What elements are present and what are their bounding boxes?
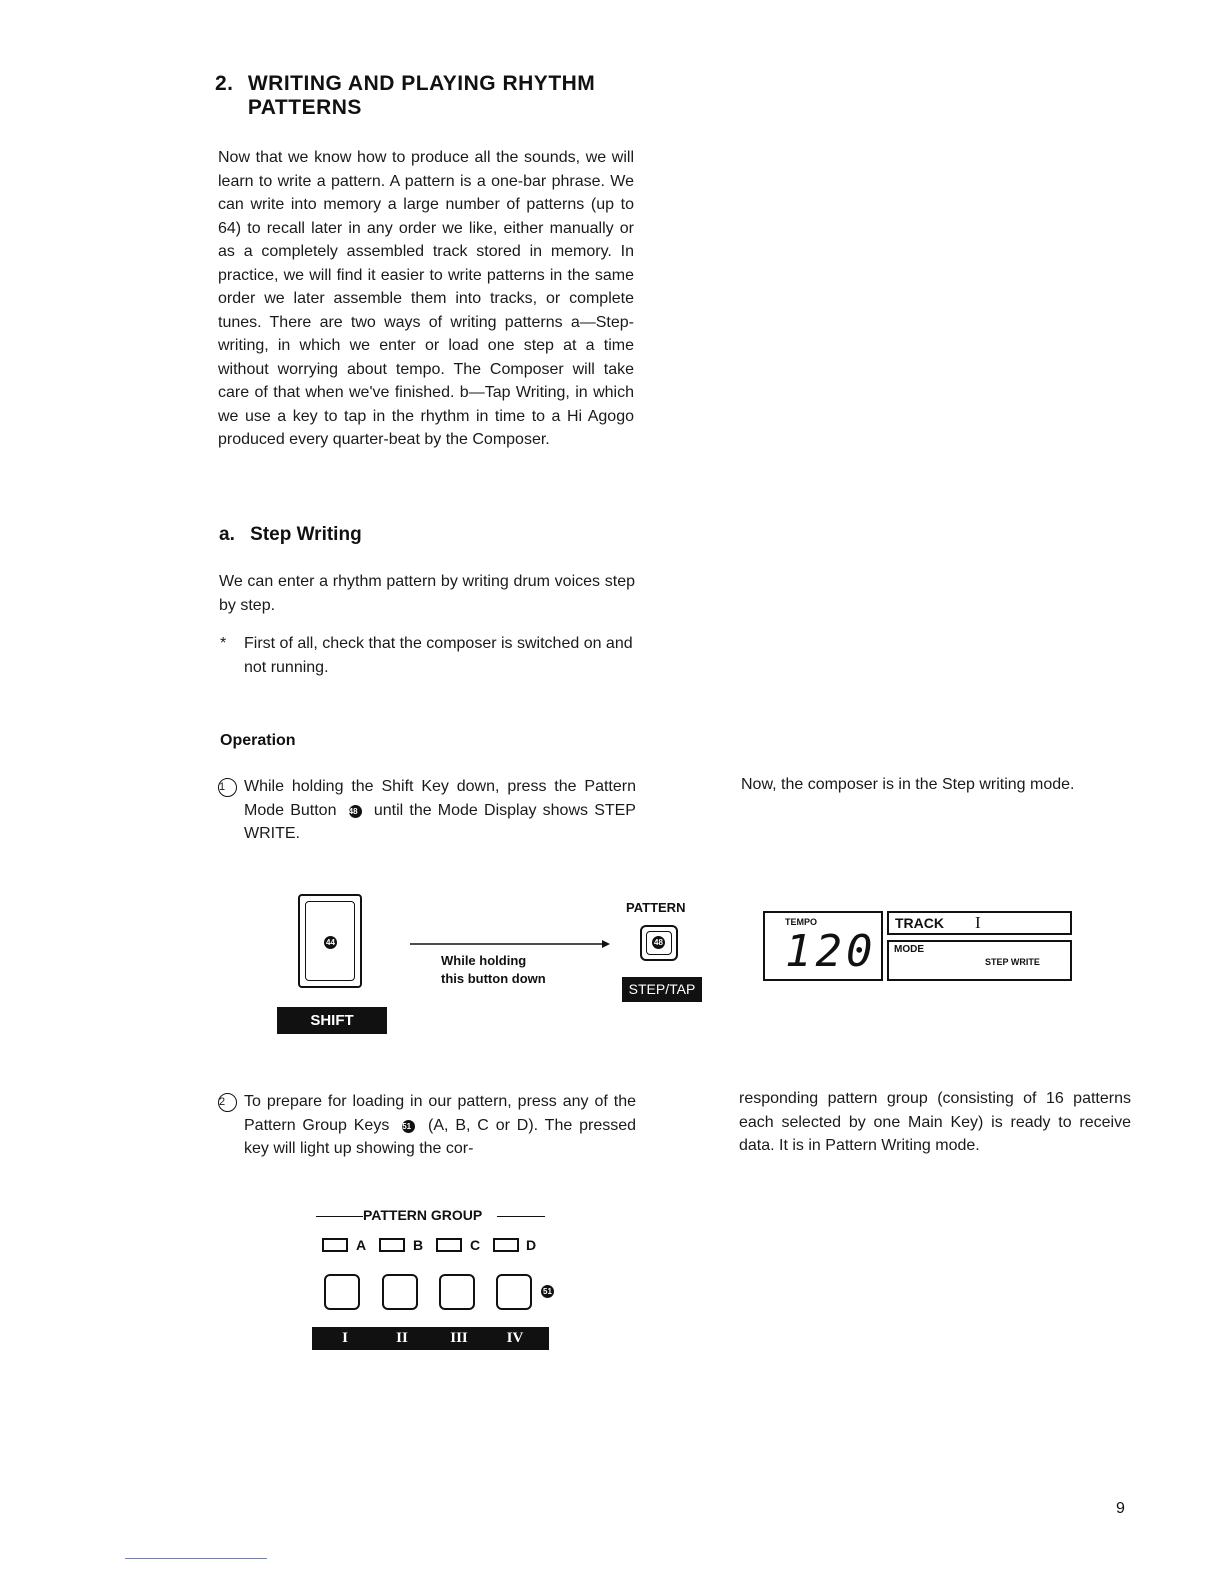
numeral-bar [312, 1327, 549, 1350]
track-label: TRACK [895, 915, 944, 931]
arrow-text-line2: this button down [441, 971, 546, 986]
group-d-letter: D [526, 1237, 537, 1253]
section-number: 2. [215, 72, 234, 95]
page-number: 9 [1116, 1500, 1125, 1517]
step-tap-label: STEP/TAP [622, 977, 702, 1002]
section-title: WRITING AND PLAYING RHYTHM PATTERNS [247, 72, 596, 119]
shift-ref-icon: 44 [324, 936, 337, 949]
subsection-title: Step Writing [250, 524, 362, 545]
pattern-title: PATTERN [626, 900, 686, 915]
step1-text-before: While holding the Shift Key down, press the Pattern Mode Button [244, 778, 636, 819]
pattern-group-title: PATTERN GROUP [363, 1207, 483, 1223]
intro-paragraph: Now that we know how to produce all the sounds, we will learn to write a pattern. A pattern is a one-bar phrase. We can write into memory a large number of patterns (up to 64) to recall later in any order we like, either manually or as a completely assembled track stored in memory. In practice, we will find it easier to write patterns in the same order we later assemble them into tracks, or complete tunes. There are two ways of writing patterns a—Step-writing, in which we enter or load one step at a time without worrying about tempo. The Composer will take care of that when we've finished. b—Tap Writing, in which we use a key to tap in the rhythm in time to a Hi Agogo produced every quarter-beat by the Composer. [218, 149, 634, 448]
mode-label: MODE [894, 944, 924, 955]
pattern-group-keys-ref-icon: 51 [541, 1285, 554, 1298]
mode-value: STEP WRITE [985, 957, 1040, 967]
subsection-heading [219, 524, 362, 546]
group-a-indicator [322, 1238, 348, 1252]
bottom-rule [125, 1558, 267, 1559]
track-display [887, 911, 1072, 935]
numeral-4: IV [506, 1330, 524, 1346]
numeral-2: II [396, 1330, 408, 1346]
step1-result: Now, the composer is in the Step writing mode. [741, 776, 1075, 793]
group-key-b[interactable] [382, 1274, 418, 1310]
subsection-letter: a. [219, 524, 235, 545]
tempo-value: 120 [785, 926, 877, 977]
step1 [218, 775, 636, 846]
note-text: First of all, check that the composer is switched on and not running. [244, 635, 633, 676]
numeral-1: I [342, 1330, 348, 1346]
tempo-label: TEMPO [785, 917, 818, 927]
tempo-display [763, 911, 883, 981]
group-d-indicator [493, 1238, 519, 1252]
shift-key[interactable] [298, 894, 362, 988]
step2-text-after: (A, B, C or D). The pressed key will light up showing the cor- [244, 1116, 637, 1157]
numeral-3: III [450, 1330, 468, 1346]
arrow-caption [441, 952, 546, 988]
step1-text-after: until the Mode Display shows STEP WRITE. [244, 801, 636, 842]
group-b-letter: B [413, 1237, 424, 1253]
pattern-ref-icon: 48 [652, 936, 665, 949]
step1-marker: 1 [218, 778, 237, 797]
pattern-group-line-left [316, 1216, 363, 1217]
operation-heading: Operation [220, 732, 296, 749]
group-b-indicator [379, 1238, 405, 1252]
pattern-mode-button[interactable] [640, 925, 678, 961]
step2 [218, 1090, 636, 1161]
step2-marker: 2 [218, 1093, 237, 1112]
arrow-head [602, 940, 610, 948]
section-heading [215, 72, 655, 120]
arrow-text-line1: While holding [441, 953, 527, 968]
step-intro: We can enter a rhythm pattern by writing drum voices step by step. [219, 573, 635, 614]
group-key-d[interactable] [496, 1274, 532, 1310]
pattern-mode-ref-icon: 48 [349, 805, 362, 818]
step2-continuation: responding pattern group (consisting of 16 patterns each selected by one Main Key) is ready to receive data. It is in Pattern Writing mode. [739, 1090, 1131, 1154]
mode-display [887, 940, 1072, 981]
step2-text-before: To prepare for loading in our pattern, press any of the Pattern Group Keys [244, 1093, 636, 1134]
note [220, 632, 638, 679]
pattern-group-ref-icon: 51 [402, 1120, 415, 1133]
track-value: I [975, 913, 981, 932]
group-key-c[interactable] [439, 1274, 475, 1310]
group-c-letter: C [470, 1237, 481, 1253]
group-a-letter: A [356, 1237, 367, 1253]
group-key-a[interactable] [324, 1274, 360, 1310]
group-c-indicator [436, 1238, 462, 1252]
note-marker: * [220, 635, 227, 652]
pattern-group-line-right [497, 1216, 545, 1217]
shift-label: SHIFT [277, 1007, 387, 1034]
arrow [410, 938, 610, 950]
